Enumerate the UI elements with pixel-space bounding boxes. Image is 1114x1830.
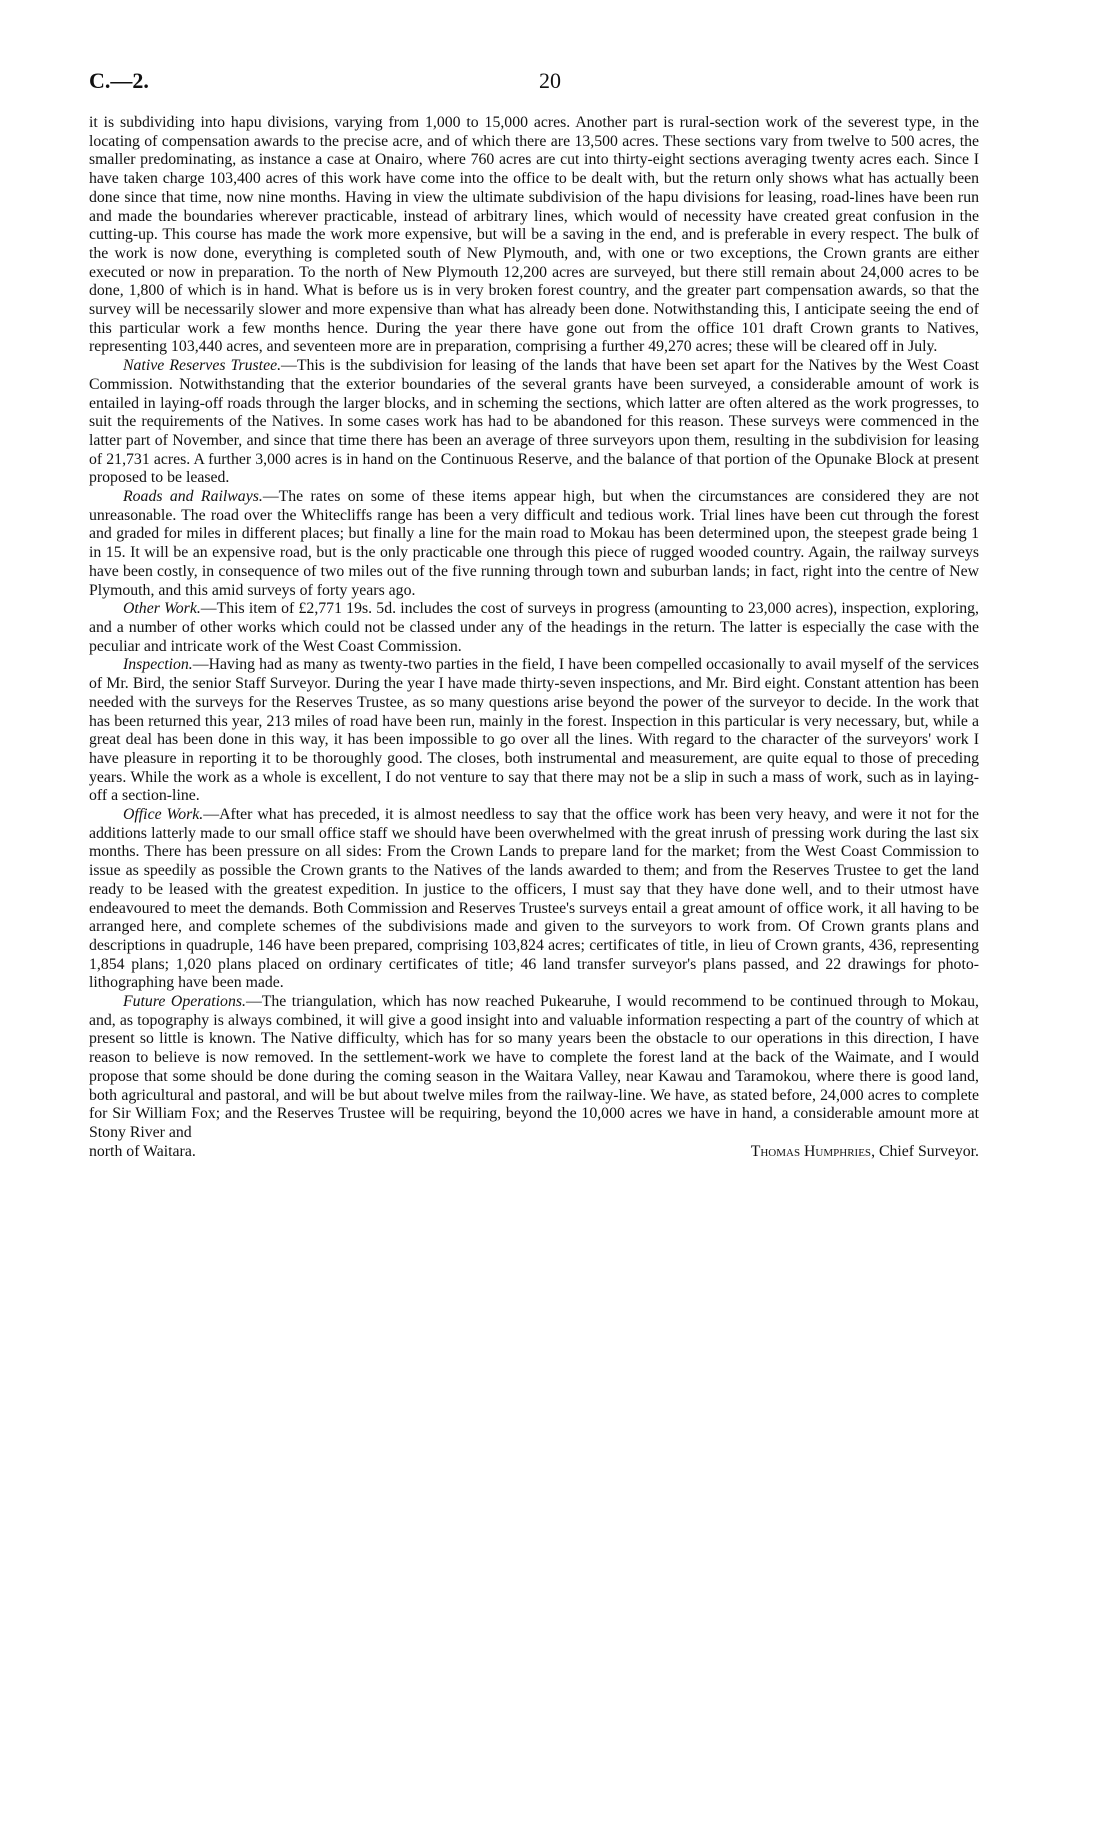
signature-name: Thomas Humphries bbox=[750, 1142, 872, 1160]
section-heading: Other Work. bbox=[123, 600, 201, 618]
paragraph-other-work bbox=[89, 600, 979, 656]
closing-line bbox=[89, 1143, 979, 1162]
section-heading: Native Reserves Trustee. bbox=[123, 357, 282, 375]
paragraph-future-operations bbox=[89, 993, 979, 1143]
paragraph-inspection bbox=[89, 656, 979, 806]
section-heading: Inspection. bbox=[123, 656, 193, 674]
paragraph-roads-railways bbox=[89, 488, 979, 600]
paragraph-text: —Having had as many as twenty-two parties in the field, I have been compelled occasionally to avail myself of the services of Mr. Bird, the senior Staff Surveyor. During the year I have made thirty-seven inspections, and Mr. Bird eight. Constant attention has been needed with the surveys for the Reserves Trustee, as so many questions arise beyond the power of the surveyor to decide. In the work that has been returned this year, 213 miles of road have been run, mainly in the forest. Inspection in this particular is very necessary, but, while a great deal has been done in this way, it has been impossible to go over all the lines. With regard to the character of the surveyors' work I have pleasure in reporting it to be thoroughly good. The closes, both instrumental and measurement, are quite equal to those of preceding years. While the work as a whole is excellent, I do not venture to say that there may not be a slip in such a mass of work, such as in laying-off a section-line. bbox=[89, 656, 979, 805]
section-heading: Roads and Railways. bbox=[123, 488, 263, 506]
section-heading: Office Work. bbox=[123, 806, 204, 824]
paragraph-text: —This item of £2,771 19s. 5d. includes the cost of surveys in progress (amounting to 23,000 acres), inspection, exploring, and a number of other works which could not be classed under any of the headings in the return. The latter is especially the case with the peculiar and intricate work of the West Coast Commission. bbox=[89, 600, 979, 655]
paragraph-native-reserves bbox=[89, 357, 979, 488]
signature bbox=[751, 1143, 979, 1162]
document-reference: C.—2. bbox=[89, 68, 149, 93]
section-heading: Future Operations. bbox=[123, 993, 246, 1011]
paragraph-text: it is subdividing into hapu divisions, varying from 1,000 to 15,000 acres. Another part is rural-section work of the severest type, in the locating of compensation awards to the precise acre, and of which there are 13,500 acres. These sections vary from twelve to 500 acres, the smaller predominating, as instance a case at Onairo, where 760 acres are cut into thirty-eight sections averaging twenty acres each. Since I have taken charge 103,400 acres of this work have come into the office to be dealt with, but the return only shows what has actually been done since that time, now nine months. Having in view the ultimate subdivision of the hapu divisions for leasing, road-lines have been run and made the boundaries wherever practicable, instead of arbitrary lines, which would of necessity have created great confusion in the cutting-up. This course has made the work more expensive, but will be a saving in the end, and is preferable in every respect. The bulk of the work is now done, everything is completed south of New Plymouth, and, with one or two exceptions, the Crown grants are either executed or now in preparation. To the north of New Plymouth 12,200 acres are surveyed, but there still remain about 24,000 acres to be done, 1,800 of which is in hand. What is before us is in very broken forest country, and the greater part compensation awards, so that the survey will be necessarily slower and more expensive than what has already been done. Notwithstanding this, I anticipate seeing the end of this particular work a few months hence. During the year there have gone out from the office 101 draft Crown grants to Natives, representing 103,440 acres, and seventeen more are in preparation, comprising a further 49,270 acres; these will be cleared off in July. bbox=[89, 114, 979, 356]
page-number: 20 bbox=[539, 68, 561, 93]
paragraph-text: —The triangulation, which has now reached Pukearuhe, I would recommend to be continued through to Mokau, and, as topography is always combined, it will give a good insight into and valuable information respecting a part of the country of which at present so little is known. The Native difficulty, which has for so many years been the obstacle to our operations in this direction, I have reason to believe is now removed. In the settlement-work we have to complete the forest land at the back of the Waimate, and I would propose that some should be done during the coming season in the Waitara Valley, near Kawau and Taramokou, where there is good land, both agricultural and pastoral, and will be but about twelve miles from the railway-line. We have, as stated before, 24,000 acres to complete for Sir William Fox; and the Reserves Trustee will be requiring, beyond the 10,000 acres we have in hand, a considerable amount more at Stony River and bbox=[89, 993, 979, 1141]
paragraph-text: —The rates on some of these items appear high, but when the circumstances are considered they are not unreasonable. The road over the Whitecliffs range has been a very difficult and tedious work. Trial lines have been cut through the forest and graded for miles in different places; but finally a line for the main road to Mokau has been determined upon, the steepest grade being 1 in 15. It will be an expensive road, but is the only practicable one through this piece of rugged wooded country. Again, the railway surveys have been costly, in consequence of two miles out of the five running through town and suburban lands; in fact, right into the centre of New Plymouth, and this amid surveys of forty years ago. bbox=[89, 488, 979, 599]
paragraph-text: —After what has preceded, it is almost needless to say that the office work has been very heavy, and were it not for the additions latterly made to our small office staff we should have been overwhelmed with the great inrush of pressing work during the last six months. There has been pressure on all sides: From the Crown Lands to prepare land for the market; from the West Coast Commission to issue as speedily as possible the Crown grants to the Natives of the lands awarded to them; and from the Reserves Trustee to get the land ready to be leased with the greatest expedition. In justice to the officers, I must say that they have done well, and to their utmost have endeavoured to meet the demands. Both Commission and Reserves Trustee's surveys entail a great amount of office work, it all having to be arranged here, and complete schemes of the subdivisions made and given to the surveyors to work from. Of Crown grants plans and descriptions in quadruple, 146 have been prepared, comprising 103,824 acres; certificates of title, in lieu of Crown grants, 436, representing 1,854 plans; 1,020 plans placed on ordinary certificates of title; 46 land transfer surveyor's plans passed, and 22 drawings for photo-lithographing have been made. bbox=[89, 806, 979, 992]
closing-text: north of Waitara. bbox=[89, 1142, 196, 1160]
report-body bbox=[89, 114, 979, 1143]
paragraph-intro bbox=[89, 114, 979, 357]
paragraph-office-work bbox=[89, 806, 979, 993]
page-header bbox=[89, 60, 979, 102]
paragraph-text: —This is the subdivision for leasing of the lands that have been set apart for the Natives by the West Coast Commission. Notwithstanding that the exterior boundaries of the several grants have been surveyed, a considerable amount of work is entailed in laying-off roads through the larger blocks, and in scheming the sections, which latter are often altered as the work progresses, to suit the requirements of the Natives. In some cases work has had to be abandoned for this reason. These surveys were commenced in the latter part of November, and since that time there has been an average of three surveyors upon them, resulting in the subdivision for leasing of 21,731 acres. A further 3,000 acres is in hand on the Continuous Reserve, and the balance of that portion of the Opunake Block at present proposed to be leased. bbox=[89, 357, 979, 487]
signature-title: , Chief Surveyor. bbox=[871, 1142, 979, 1160]
